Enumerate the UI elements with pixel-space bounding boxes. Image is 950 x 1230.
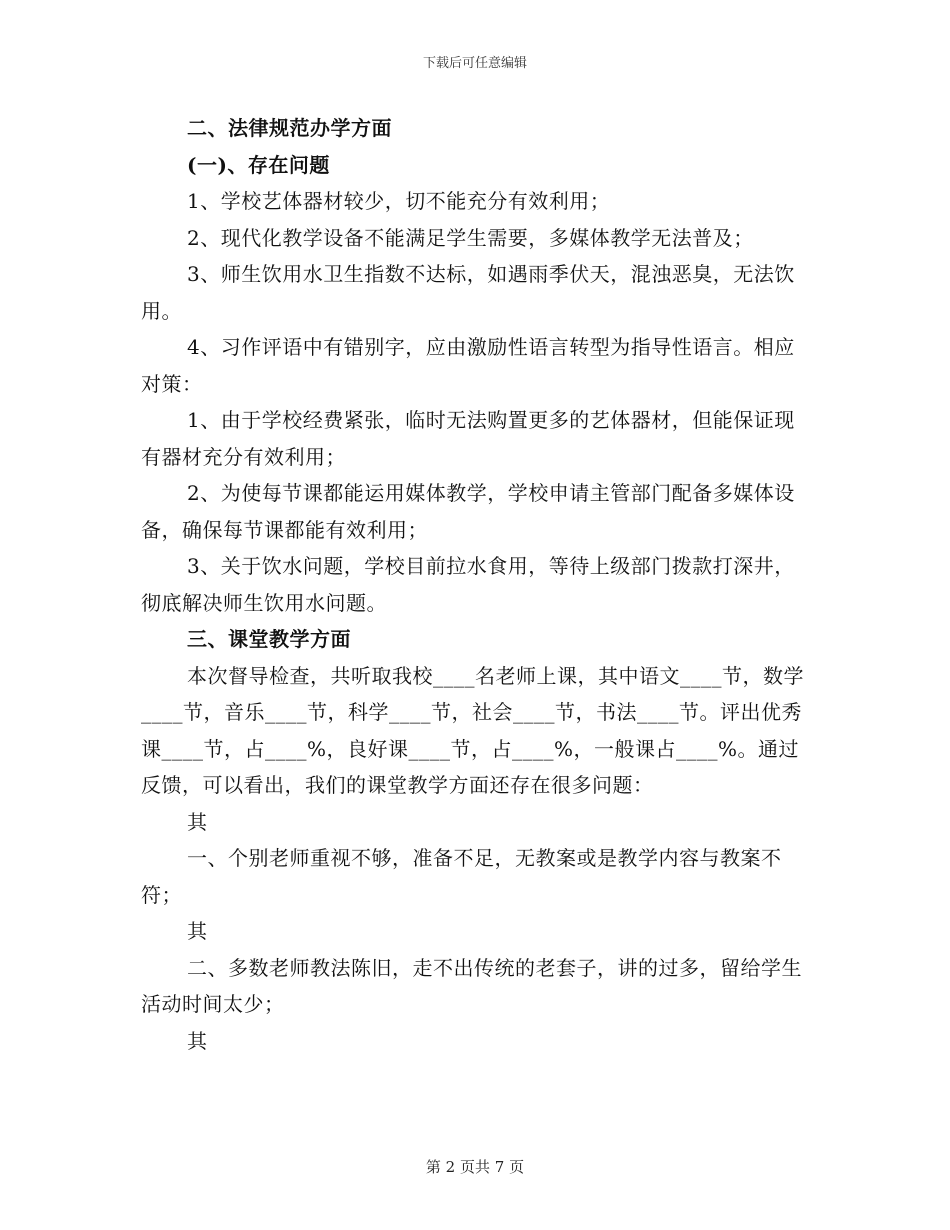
section-heading-legal: 二、法律规范办学方面 [187, 116, 392, 140]
paragraph-problem-1: 1、学校艺体器材较少，切不能充分有效利用； [187, 189, 611, 213]
paragraph-qi-3: 其 [187, 1028, 208, 1053]
paragraph-inspection-summary: 本次督导检查，共听取我校____名老师上课，其中语文____节，数学____节，音乐____节，科学____节，社会____节，书法____节。评出优秀课____节，占____%，良好课____节，占____%，一般课占____%。通过反馈，可以看出，我们的课堂教学方面还存在很多问题： [141, 663, 804, 797]
paragraph-measure-3: 3、关于饮水问题，学校目前拉水食用，等待上级部门拨款打深井，彻底解决师生饮用水问题。 [141, 554, 795, 615]
paragraph-problem-3: 3、师生饮用水卫生指数不达标，如遇雨季伏天，混浊恶臭，无法饮用。 [141, 262, 795, 323]
page-header: 下载后可任意编辑 [422, 56, 527, 71]
paragraph-qi-1: 其 [187, 809, 208, 834]
paragraph-measure-1: 1、由于学校经费紧张，临时无法购置更多的艺体器材，但能保证现有器材充分有效利用； [141, 408, 795, 469]
paragraph-qi-2: 其 [187, 919, 208, 943]
section-heading-classroom: 三、课堂教学方面 [187, 627, 351, 651]
paragraph-issue-1: 一、个别老师重视不够，准备不足，无教案或是教学内容与教案不符； [141, 846, 782, 907]
subsection-heading-problems: (一)、存在问题 [187, 152, 330, 177]
document-body [141, 110, 811, 1059]
paragraph-issue-2: 二、多数老师教法陈旧，走不出传统的老套子，讲的过多，留给学生活动时间太少； [141, 955, 802, 1016]
paragraph-problem-2: 2、现代化教学设备不能满足学生需要，多媒体教学无法普及； [187, 225, 754, 250]
paragraph-measure-2: 2、为使每节课都能运用媒体教学，学校申请主管部门配备多媒体设备，确保每节课都能有效利用； [141, 481, 795, 542]
page-footer: 第 2 页共 7 页 [425, 1158, 525, 1176]
paragraph-problem-4: 4、习作评语中有错别字，应由激励性语言转型为指导性语言。相应对策： [141, 335, 795, 396]
